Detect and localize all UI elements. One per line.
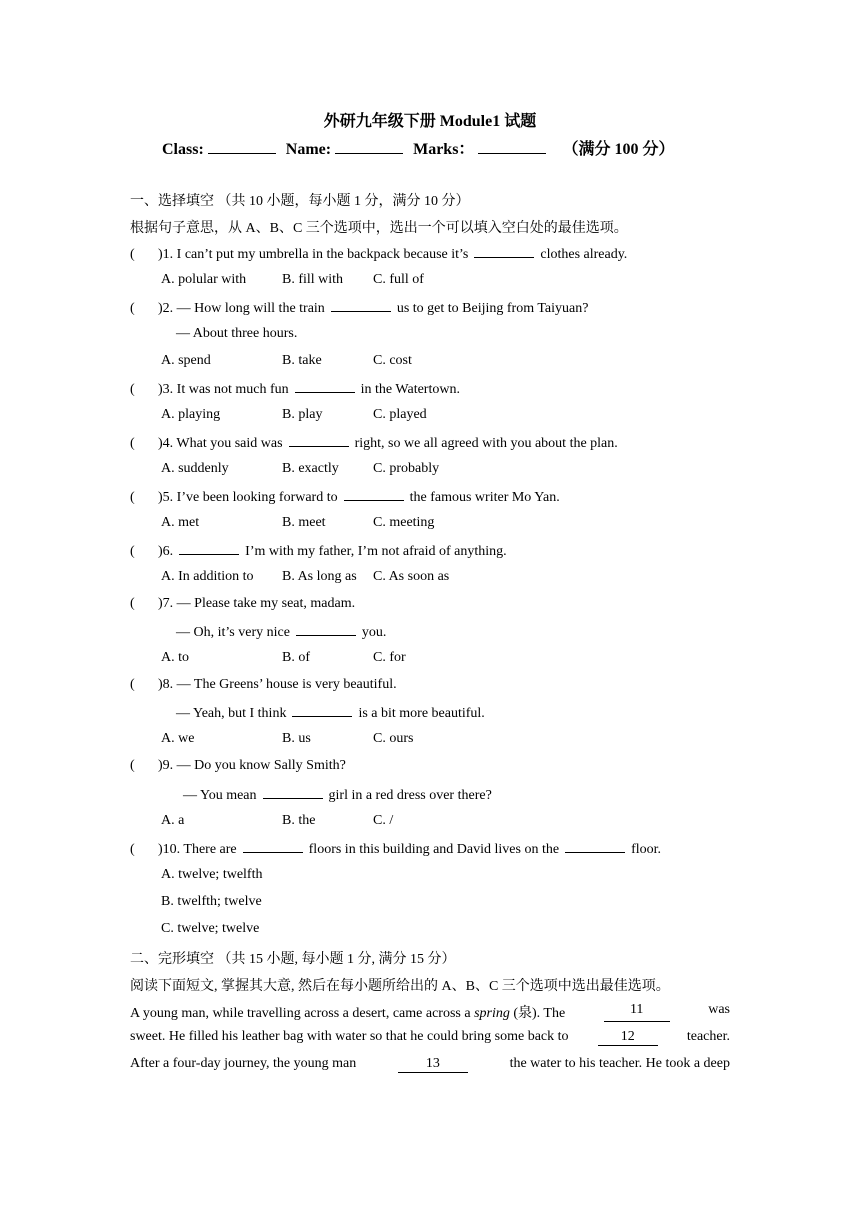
- page-title: 外研九年级下册 Module1 试题: [323, 113, 537, 130]
- answer-blank[interactable]: [263, 786, 323, 799]
- full-score: （满分 100 分）: [562, 141, 675, 158]
- option-10-b: B. twelfth; twelve: [161, 894, 262, 909]
- question-7: ( )7. — Please take my seat, madam.: [130, 596, 356, 611]
- passage-line-1: A young man, while travelling across a desert, came across a spring (泉). The 11 was: [130, 1002, 730, 1021]
- answer-blank[interactable]: [344, 488, 404, 501]
- answer-paren: (: [130, 301, 135, 316]
- reply-7: — Oh, it’s very nice you.: [176, 625, 387, 640]
- reply-8: — Yeah, but I think is a bit more beautiful.: [176, 706, 485, 721]
- answer-blank[interactable]: [296, 623, 356, 636]
- answer-paren: (: [130, 247, 135, 262]
- answer-blank[interactable]: [179, 542, 239, 555]
- question-3: ( )3. It was not much fun in the Watertown.: [130, 382, 460, 397]
- document-page: 外研九年级下册 Module1 试题 Class: Name: Marks： （满分 100 分） 一、选择填空 （共 10 小题，每小题 1 分，满分 10 分） 根据句子意思，从 A、B、C 三个选项中，选出一个可以填入空白处的最佳选项。 ( )1. I can’t put my umbrella in the backpack because it’s clothes already. A. polular with B. fill with C. full of ( )2. — How long will the train us to get to Beijing from Taiyuan? — About three hours. A. spend B. take C. cost ( )3. It was not much fun in the Watertown. A. playing B. play C. played ( )4. What you said was right, so we all agreed with you about the plan. A. suddenly B. exactly C. probably ( )5. I’ve been looking forward to the famous writer Mo Yan. A. met B. meet C. meeting ( )6. I’m with my father, I’m not afraid of anything. A. In addition to B. As long as C. As soon as ( )7. — Please take my seat, madam. — Oh, it’s very nice you. A. to B. of C. for ( )8. — The Greens’ house is very beautiful. — Yeah, but I think is a bit more beautiful. A. we B. us C. ours ( )9. — Do you know Sally Smith? — You mean girl in a red dress over there? A. a B. the C. / ( )10. There are floors in this building and David lives on the floor. A. twelve; twelfth B. twelfth; twelve C. twelve; twelve 二、完形填空 （共 15 小题, 每小题 1 分, 满分 15 分） 阅读下面短文, 掌握其大意, 然后在每小题所给出的 A、B、C 三个选项中选出最佳选项。 A young man, while travelling across a desert, came across a spring (泉). The 11 was sweet. He filled his leather bag with water so that he could bring some back to 12 teacher. After a four-day journey, the young man 13 the water to his teacher. He took a deep: [0, 0, 860, 1216]
- question-4: ( )4. What you said was right, so we all agreed with you about the plan.: [130, 436, 618, 451]
- reply-2: — About three hours.: [176, 326, 298, 341]
- answer-paren: (: [130, 382, 135, 397]
- section1-instruction: 根据句子意思，从 A、B、C 三个选项中，选出一个可以填入空白处的最佳选项。: [130, 221, 628, 236]
- reply-9: — You mean girl in a red dress over there?: [183, 788, 492, 803]
- answer-blank[interactable]: [565, 840, 625, 853]
- answer-paren: (: [130, 758, 135, 773]
- answer-blank[interactable]: [292, 704, 352, 717]
- question-5: ( )5. I’ve been looking forward to the famous writer Mo Yan.: [130, 490, 560, 505]
- passage-line-2: sweet. He filled his leather bag with water so that he could bring some back to 12 teacher.: [130, 1029, 730, 1044]
- section2-instruction: 阅读下面短文, 掌握其大意, 然后在每小题所给出的 A、B、C 三个选项中选出最佳选项。: [130, 979, 670, 994]
- section2-heading: 二、完形填空 （共 15 小题, 每小题 1 分, 满分 15 分）: [130, 952, 456, 967]
- option-10-a: A. twelve; twelfth: [161, 867, 263, 882]
- marks-label: Marks：: [413, 141, 475, 158]
- answer-paren: (: [130, 842, 135, 857]
- name-blank[interactable]: [335, 139, 403, 154]
- question-10: ( )10. There are floors in this building and David lives on the floor.: [130, 842, 662, 857]
- class-label: Class:: [162, 141, 204, 158]
- section1-heading: 一、选择填空 （共 10 小题，每小题 1 分，满分 10 分）: [130, 194, 470, 209]
- question-9: ( )9. — Do you know Sally Smith?: [130, 758, 346, 773]
- answer-blank[interactable]: [289, 434, 349, 447]
- answer-paren: (: [130, 436, 135, 451]
- student-info-line: [162, 136, 674, 159]
- question-2: ( )2. — How long will the train us to get to Beijing from Taiyuan?: [130, 301, 589, 316]
- question-8: ( )8. — The Greens’ house is very beautiful.: [130, 677, 397, 692]
- blank-13[interactable]: 13: [398, 1056, 468, 1073]
- answer-paren: (: [130, 490, 135, 505]
- passage-line-3: After a four-day journey, the young man 13 the water to his teacher. He took a deep: [130, 1056, 730, 1071]
- question-6: ( )6. I’m with my father, I’m not afraid of anything.: [130, 544, 507, 559]
- answer-paren: (: [130, 677, 135, 692]
- answer-paren: (: [130, 596, 135, 611]
- option-10-c: C. twelve; twelve: [161, 921, 260, 936]
- question-1: ( )1. I can’t put my umbrella in the backpack because it’s clothes already.: [130, 247, 628, 262]
- blank-11[interactable]: 11: [604, 1002, 670, 1022]
- answer-paren: (: [130, 544, 135, 559]
- answer-blank[interactable]: [474, 245, 534, 258]
- blank-12[interactable]: 12: [598, 1029, 658, 1046]
- marks-blank[interactable]: [478, 139, 546, 154]
- answer-blank[interactable]: [331, 299, 391, 312]
- name-label: Name:: [285, 141, 332, 158]
- answer-blank[interactable]: [295, 380, 355, 393]
- answer-blank[interactable]: [243, 840, 303, 853]
- class-blank[interactable]: [208, 139, 276, 154]
